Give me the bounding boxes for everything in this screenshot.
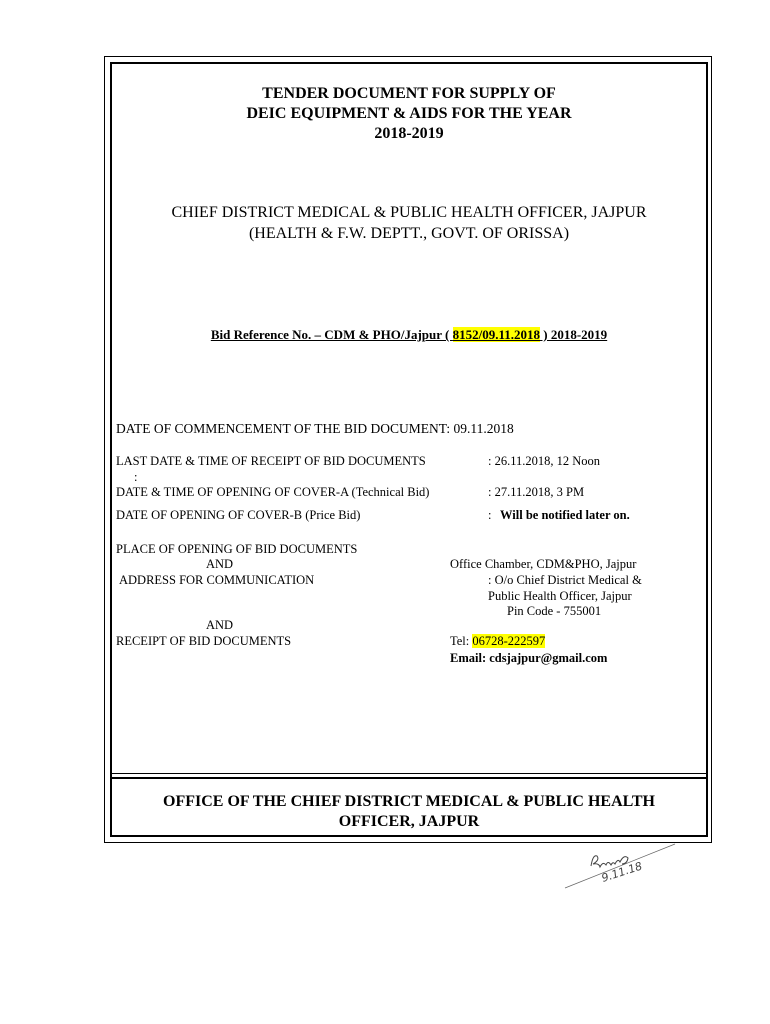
- cover-b-value: Will be notified later on.: [500, 508, 630, 522]
- last-date-label: LAST DATE & TIME OF RECEIPT OF BID DOCUMENTS: [116, 454, 426, 468]
- address-label: ADDRESS FOR COMMUNICATION: [119, 573, 315, 587]
- bid-reference: [110, 327, 708, 343]
- bid-reference-prefix: Bid Reference No. – CDM & PHO/Jajpur (: [210, 327, 453, 342]
- receipt-label: RECEIPT OF BID DOCUMENTS: [116, 634, 292, 648]
- address-line-3: Public Health Officer, Jajpur: [488, 589, 632, 603]
- bid-reference-suffix: ) 2018-2019: [540, 327, 608, 342]
- document-inner-border: [110, 62, 708, 837]
- address-line-1: Office Chamber, CDM&PHO, Jajpur: [450, 557, 637, 571]
- place-and-1: AND: [206, 557, 234, 571]
- footer-line-1: OFFICE OF THE CHIEF DISTRICT MEDICAL & PUBLIC HEALTH: [163, 793, 655, 810]
- place-label: PLACE OF OPENING OF BID DOCUMENTS: [116, 542, 358, 556]
- cover-b-label: DATE OF OPENING OF COVER-B (Price Bid): [116, 508, 361, 522]
- bid-reference-number: 8152/09.11.2018: [452, 327, 541, 342]
- commencement-date: DATE OF COMMENCEMENT OF THE BID DOCUMENT: 09.11.2018: [116, 421, 514, 436]
- title-line-2: DEIC EQUIPMENT & AIDS FOR THE YEAR: [246, 105, 572, 122]
- stray-colon: :: [134, 470, 138, 484]
- office-line-1: CHIEF DISTRICT MEDICAL & PUBLIC HEALTH OFFICER, JAJPUR: [171, 204, 647, 221]
- telephone: [450, 635, 545, 648]
- issuing-office: [110, 202, 708, 244]
- document-title: [110, 84, 708, 144]
- footer-office-title: [110, 792, 708, 832]
- telephone-label: Tel:: [450, 634, 473, 648]
- address-line-2: : O/o Chief District Medical &: [488, 573, 642, 587]
- office-line-2: (HEALTH & F.W. DEPTT., GOVT. OF ORISSA): [248, 225, 570, 242]
- telephone-number: 06728-222597: [472, 634, 546, 648]
- signature-date: 9.11.18: [599, 859, 644, 885]
- email-address: Email: cdsjajpur@gmail.com: [450, 651, 608, 665]
- title-line-3: 2018-2019: [374, 125, 444, 142]
- footer-divider-thin: [110, 773, 708, 774]
- address-pincode: Pin Code - 755001: [507, 604, 602, 618]
- handwritten-signature: [563, 832, 683, 894]
- place-and-2: AND: [206, 618, 234, 632]
- cover-a-value: : 27.11.2018, 3 PM: [488, 485, 585, 499]
- title-line-1: TENDER DOCUMENT FOR SUPPLY OF: [262, 85, 556, 102]
- cover-a-label: DATE & TIME OF OPENING OF COVER-A (Technical Bid): [116, 485, 430, 499]
- footer-line-2: OFFICER, JAJPUR: [338, 813, 480, 830]
- cover-b-colon: :: [488, 508, 492, 522]
- last-date-value: : 26.11.2018, 12 Noon: [488, 454, 601, 468]
- footer-divider-thick: [110, 777, 708, 779]
